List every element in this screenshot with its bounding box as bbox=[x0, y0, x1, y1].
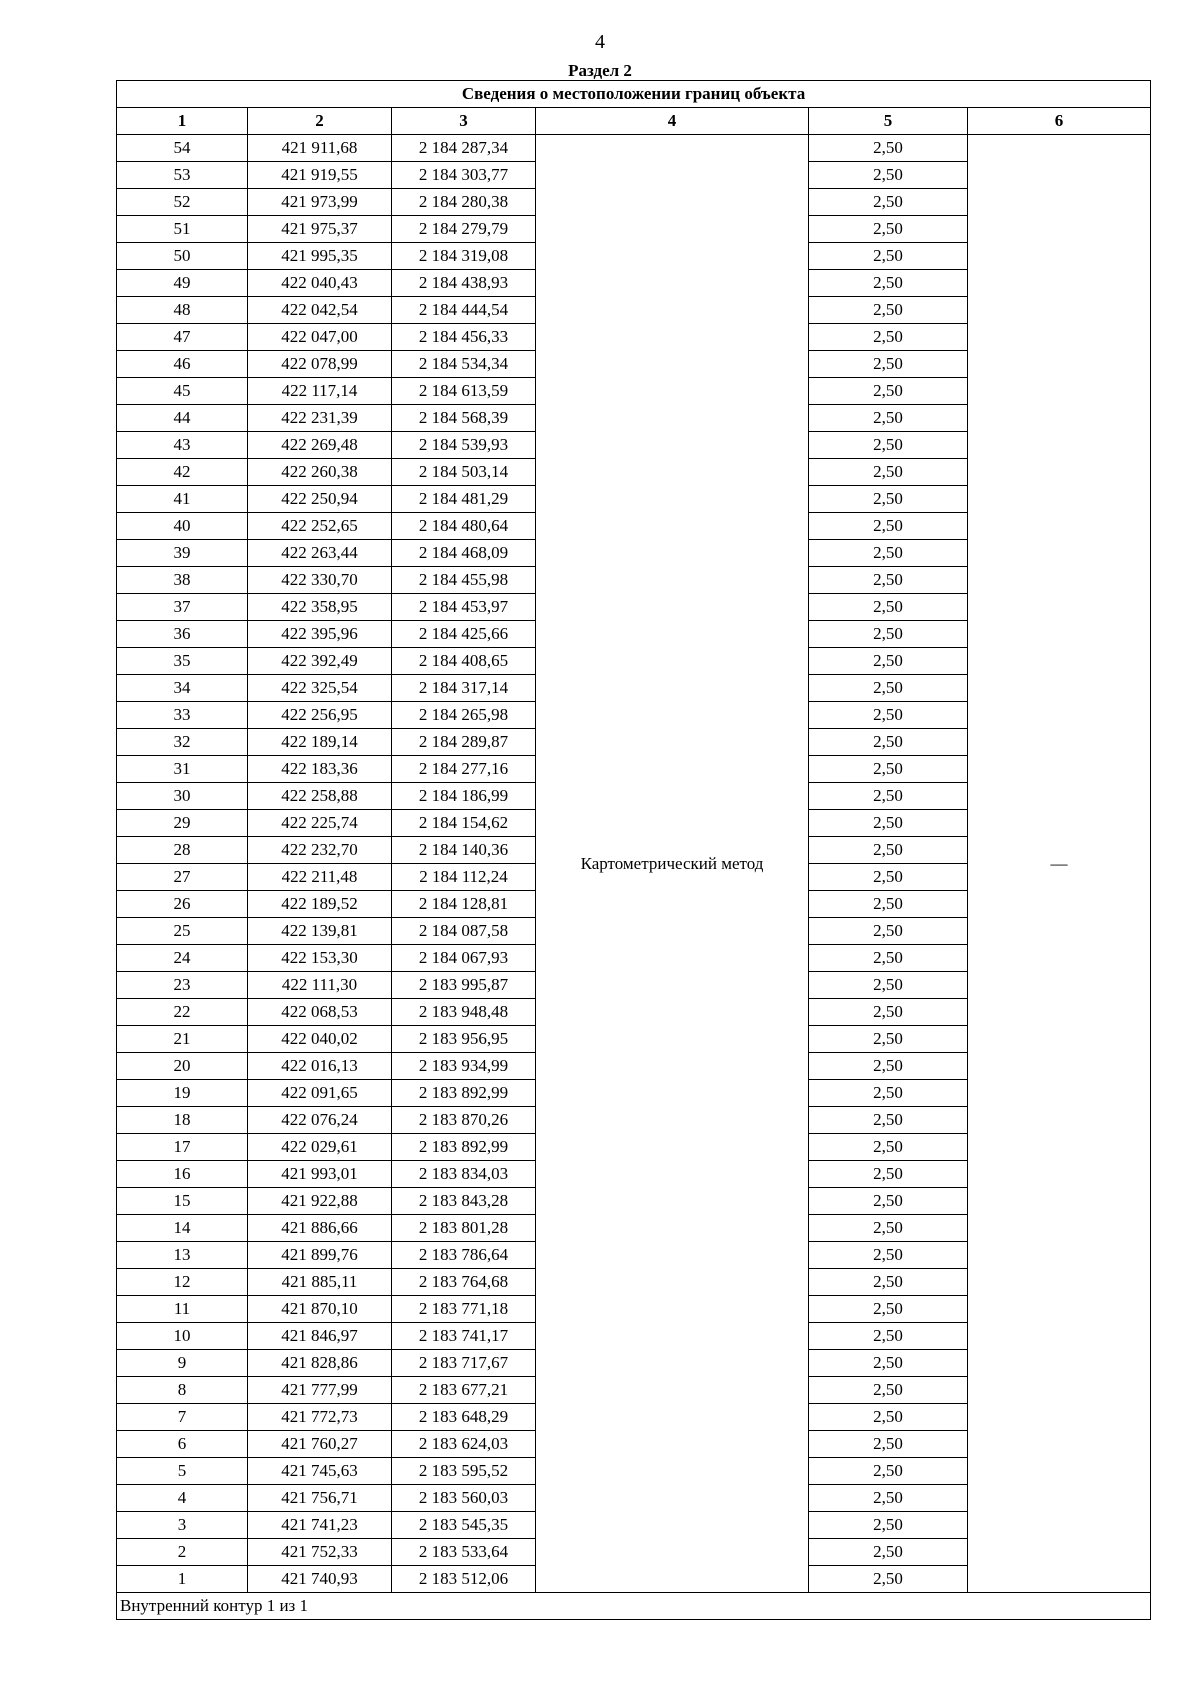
point-number: 43 bbox=[117, 432, 248, 459]
coordinate-x: 421 975,37 bbox=[248, 216, 392, 243]
coordinate-x: 421 740,93 bbox=[248, 1566, 392, 1593]
accuracy-value: 2,50 bbox=[809, 1296, 968, 1323]
point-number: 19 bbox=[117, 1080, 248, 1107]
accuracy-value: 2,50 bbox=[809, 1080, 968, 1107]
coordinate-y: 2 184 613,59 bbox=[392, 378, 536, 405]
accuracy-value: 2,50 bbox=[809, 351, 968, 378]
accuracy-value: 2,50 bbox=[809, 1188, 968, 1215]
coordinate-y: 2 184 425,66 bbox=[392, 621, 536, 648]
coordinate-y: 2 184 317,14 bbox=[392, 675, 536, 702]
coordinate-x: 421 993,01 bbox=[248, 1161, 392, 1188]
accuracy-value: 2,50 bbox=[809, 1053, 968, 1080]
coordinate-y: 2 184 534,34 bbox=[392, 351, 536, 378]
point-number: 7 bbox=[117, 1404, 248, 1431]
accuracy-value: 2,50 bbox=[809, 243, 968, 270]
point-number: 9 bbox=[117, 1350, 248, 1377]
coordinate-x: 422 068,53 bbox=[248, 999, 392, 1026]
point-number: 28 bbox=[117, 837, 248, 864]
coordinate-x: 422 252,65 bbox=[248, 513, 392, 540]
accuracy-value: 2,50 bbox=[809, 891, 968, 918]
accuracy-value: 2,50 bbox=[809, 567, 968, 594]
accuracy-value: 2,50 bbox=[809, 324, 968, 351]
coordinate-y: 2 184 277,16 bbox=[392, 756, 536, 783]
coordinate-x: 422 016,13 bbox=[248, 1053, 392, 1080]
coordinate-y: 2 183 771,18 bbox=[392, 1296, 536, 1323]
coordinate-y: 2 184 112,24 bbox=[392, 864, 536, 891]
coordinate-y: 2 184 140,36 bbox=[392, 837, 536, 864]
coordinate-y: 2 183 533,64 bbox=[392, 1539, 536, 1566]
point-number: 41 bbox=[117, 486, 248, 513]
coordinate-x: 422 225,74 bbox=[248, 810, 392, 837]
coordinate-x: 422 040,02 bbox=[248, 1026, 392, 1053]
coordinate-x: 422 211,48 bbox=[248, 864, 392, 891]
column-header-5: 5 bbox=[809, 108, 968, 135]
coordinate-y: 2 184 468,09 bbox=[392, 540, 536, 567]
accuracy-value: 2,50 bbox=[809, 1215, 968, 1242]
coordinate-x: 421 919,55 bbox=[248, 162, 392, 189]
coordinate-x: 421 885,11 bbox=[248, 1269, 392, 1296]
point-number: 50 bbox=[117, 243, 248, 270]
point-number: 31 bbox=[117, 756, 248, 783]
coordinate-y: 2 183 764,68 bbox=[392, 1269, 536, 1296]
point-number: 6 bbox=[117, 1431, 248, 1458]
coordinate-y: 2 183 512,06 bbox=[392, 1566, 536, 1593]
coordinate-x: 422 232,70 bbox=[248, 837, 392, 864]
coordinate-y: 2 184 438,93 bbox=[392, 270, 536, 297]
point-number: 49 bbox=[117, 270, 248, 297]
point-number: 40 bbox=[117, 513, 248, 540]
coordinate-y: 2 183 624,03 bbox=[392, 1431, 536, 1458]
method-cell: Картометрический метод bbox=[536, 135, 809, 1593]
accuracy-value: 2,50 bbox=[809, 189, 968, 216]
point-number: 44 bbox=[117, 405, 248, 432]
accuracy-value: 2,50 bbox=[809, 648, 968, 675]
accuracy-value: 2,50 bbox=[809, 1350, 968, 1377]
point-number: 35 bbox=[117, 648, 248, 675]
coordinate-y: 2 184 455,98 bbox=[392, 567, 536, 594]
coordinate-y: 2 184 154,62 bbox=[392, 810, 536, 837]
page-number: 4 bbox=[595, 31, 605, 53]
point-number: 29 bbox=[117, 810, 248, 837]
column-header-3: 3 bbox=[392, 108, 536, 135]
coordinate-y: 2 184 539,93 bbox=[392, 432, 536, 459]
coordinate-x: 421 741,23 bbox=[248, 1512, 392, 1539]
coordinate-y: 2 184 319,08 bbox=[392, 243, 536, 270]
point-number: 20 bbox=[117, 1053, 248, 1080]
table-caption: Сведения о местоположении границ объекта bbox=[117, 81, 1151, 108]
coordinate-y: 2 183 741,17 bbox=[392, 1323, 536, 1350]
accuracy-value: 2,50 bbox=[809, 999, 968, 1026]
column-header-4: 4 bbox=[536, 108, 809, 135]
point-number: 13 bbox=[117, 1242, 248, 1269]
accuracy-value: 2,50 bbox=[809, 378, 968, 405]
accuracy-value: 2,50 bbox=[809, 1431, 968, 1458]
accuracy-value: 2,50 bbox=[809, 1539, 968, 1566]
accuracy-value: 2,50 bbox=[809, 621, 968, 648]
coordinate-x: 422 078,99 bbox=[248, 351, 392, 378]
coordinate-y: 2 184 481,29 bbox=[392, 486, 536, 513]
point-number: 39 bbox=[117, 540, 248, 567]
point-number: 1 bbox=[117, 1566, 248, 1593]
coordinate-y: 2 183 995,87 bbox=[392, 972, 536, 999]
coordinate-y: 2 184 279,79 bbox=[392, 216, 536, 243]
accuracy-value: 2,50 bbox=[809, 162, 968, 189]
column-header-1: 1 bbox=[117, 108, 248, 135]
coordinate-y: 2 183 934,99 bbox=[392, 1053, 536, 1080]
coordinate-x: 422 111,30 bbox=[248, 972, 392, 999]
point-number: 32 bbox=[117, 729, 248, 756]
coordinate-y: 2 183 595,52 bbox=[392, 1458, 536, 1485]
coordinate-x: 421 772,73 bbox=[248, 1404, 392, 1431]
accuracy-value: 2,50 bbox=[809, 594, 968, 621]
coordinate-y: 2 183 677,21 bbox=[392, 1377, 536, 1404]
point-number: 24 bbox=[117, 945, 248, 972]
coordinate-x: 422 260,38 bbox=[248, 459, 392, 486]
coordinate-y: 2 184 303,77 bbox=[392, 162, 536, 189]
coordinate-x: 422 029,61 bbox=[248, 1134, 392, 1161]
point-number: 14 bbox=[117, 1215, 248, 1242]
point-number: 42 bbox=[117, 459, 248, 486]
accuracy-value: 2,50 bbox=[809, 432, 968, 459]
coordinate-x: 421 745,63 bbox=[248, 1458, 392, 1485]
coordinate-y: 2 183 717,67 bbox=[392, 1350, 536, 1377]
coordinate-y: 2 184 186,99 bbox=[392, 783, 536, 810]
accuracy-value: 2,50 bbox=[809, 1134, 968, 1161]
coordinate-x: 421 760,27 bbox=[248, 1431, 392, 1458]
column-header-2: 2 bbox=[248, 108, 392, 135]
point-number: 46 bbox=[117, 351, 248, 378]
accuracy-value: 2,50 bbox=[809, 405, 968, 432]
coordinate-x: 422 153,30 bbox=[248, 945, 392, 972]
description-cell: — bbox=[968, 135, 1151, 1593]
accuracy-value: 2,50 bbox=[809, 837, 968, 864]
coordinate-x: 421 756,71 bbox=[248, 1485, 392, 1512]
accuracy-value: 2,50 bbox=[809, 1107, 968, 1134]
column-header-6: 6 bbox=[968, 108, 1151, 135]
coordinate-y: 2 184 128,81 bbox=[392, 891, 536, 918]
coordinate-x: 422 117,14 bbox=[248, 378, 392, 405]
coordinate-y: 2 184 289,87 bbox=[392, 729, 536, 756]
accuracy-value: 2,50 bbox=[809, 918, 968, 945]
point-number: 22 bbox=[117, 999, 248, 1026]
table-footer: Внутренний контур 1 из 1 bbox=[117, 1593, 1151, 1620]
coordinate-x: 422 395,96 bbox=[248, 621, 392, 648]
boundary-coordinates-table bbox=[116, 80, 1151, 1620]
accuracy-value: 2,50 bbox=[809, 1026, 968, 1053]
coordinate-x: 421 777,99 bbox=[248, 1377, 392, 1404]
coordinate-x: 421 870,10 bbox=[248, 1296, 392, 1323]
accuracy-value: 2,50 bbox=[809, 486, 968, 513]
accuracy-value: 2,50 bbox=[809, 540, 968, 567]
coordinate-y: 2 183 545,35 bbox=[392, 1512, 536, 1539]
coordinate-y: 2 184 456,33 bbox=[392, 324, 536, 351]
coordinate-y: 2 184 480,64 bbox=[392, 513, 536, 540]
coordinate-x: 422 392,49 bbox=[248, 648, 392, 675]
coordinate-x: 422 189,14 bbox=[248, 729, 392, 756]
point-number: 16 bbox=[117, 1161, 248, 1188]
point-number: 8 bbox=[117, 1377, 248, 1404]
coordinate-y: 2 183 648,29 bbox=[392, 1404, 536, 1431]
coordinate-x: 422 250,94 bbox=[248, 486, 392, 513]
point-number: 54 bbox=[117, 135, 248, 162]
point-number: 4 bbox=[117, 1485, 248, 1512]
point-number: 17 bbox=[117, 1134, 248, 1161]
coordinate-y: 2 183 870,26 bbox=[392, 1107, 536, 1134]
coordinate-y: 2 183 892,99 bbox=[392, 1134, 536, 1161]
coordinate-x: 422 325,54 bbox=[248, 675, 392, 702]
coordinate-y: 2 183 834,03 bbox=[392, 1161, 536, 1188]
point-number: 10 bbox=[117, 1323, 248, 1350]
coordinate-y: 2 183 843,28 bbox=[392, 1188, 536, 1215]
coordinate-y: 2 184 568,39 bbox=[392, 405, 536, 432]
coordinate-y: 2 183 560,03 bbox=[392, 1485, 536, 1512]
coordinate-x: 421 886,66 bbox=[248, 1215, 392, 1242]
point-number: 5 bbox=[117, 1458, 248, 1485]
coordinate-x: 422 258,88 bbox=[248, 783, 392, 810]
coordinate-y: 2 184 444,54 bbox=[392, 297, 536, 324]
accuracy-value: 2,50 bbox=[809, 1404, 968, 1431]
point-number: 27 bbox=[117, 864, 248, 891]
point-number: 12 bbox=[117, 1269, 248, 1296]
point-number: 51 bbox=[117, 216, 248, 243]
coordinate-y: 2 184 408,65 bbox=[392, 648, 536, 675]
point-number: 2 bbox=[117, 1539, 248, 1566]
point-number: 53 bbox=[117, 162, 248, 189]
coordinate-y: 2 184 067,93 bbox=[392, 945, 536, 972]
point-number: 23 bbox=[117, 972, 248, 999]
accuracy-value: 2,50 bbox=[809, 972, 968, 999]
accuracy-value: 2,50 bbox=[809, 675, 968, 702]
accuracy-value: 2,50 bbox=[809, 1458, 968, 1485]
coordinate-x: 422 256,95 bbox=[248, 702, 392, 729]
section-title: Раздел 2 bbox=[568, 61, 632, 80]
coordinate-y: 2 183 786,64 bbox=[392, 1242, 536, 1269]
coordinate-x: 421 899,76 bbox=[248, 1242, 392, 1269]
point-number: 36 bbox=[117, 621, 248, 648]
accuracy-value: 2,50 bbox=[809, 1323, 968, 1350]
point-number: 30 bbox=[117, 783, 248, 810]
coordinate-x: 422 040,43 bbox=[248, 270, 392, 297]
coordinate-y: 2 183 948,48 bbox=[392, 999, 536, 1026]
coordinate-y: 2 184 453,97 bbox=[392, 594, 536, 621]
coordinate-x: 422 358,95 bbox=[248, 594, 392, 621]
accuracy-value: 2,50 bbox=[809, 945, 968, 972]
accuracy-value: 2,50 bbox=[809, 1242, 968, 1269]
coordinate-x: 421 995,35 bbox=[248, 243, 392, 270]
coordinate-x: 421 973,99 bbox=[248, 189, 392, 216]
coordinate-x: 421 752,33 bbox=[248, 1539, 392, 1566]
point-number: 45 bbox=[117, 378, 248, 405]
point-number: 18 bbox=[117, 1107, 248, 1134]
coordinate-x: 422 330,70 bbox=[248, 567, 392, 594]
coordinate-x: 422 139,81 bbox=[248, 918, 392, 945]
accuracy-value: 2,50 bbox=[809, 1566, 968, 1593]
accuracy-value: 2,50 bbox=[809, 810, 968, 837]
coordinate-y: 2 183 956,95 bbox=[392, 1026, 536, 1053]
accuracy-value: 2,50 bbox=[809, 729, 968, 756]
accuracy-value: 2,50 bbox=[809, 1377, 968, 1404]
coordinate-x: 422 231,39 bbox=[248, 405, 392, 432]
coordinate-x: 422 076,24 bbox=[248, 1107, 392, 1134]
coordinate-x: 422 091,65 bbox=[248, 1080, 392, 1107]
coordinate-x: 422 047,00 bbox=[248, 324, 392, 351]
accuracy-value: 2,50 bbox=[809, 270, 968, 297]
point-number: 33 bbox=[117, 702, 248, 729]
coordinate-y: 2 184 265,98 bbox=[392, 702, 536, 729]
point-number: 11 bbox=[117, 1296, 248, 1323]
table-row bbox=[117, 135, 1151, 162]
coordinate-y: 2 183 801,28 bbox=[392, 1215, 536, 1242]
accuracy-value: 2,50 bbox=[809, 135, 968, 162]
point-number: 48 bbox=[117, 297, 248, 324]
coordinate-x: 421 846,97 bbox=[248, 1323, 392, 1350]
point-number: 3 bbox=[117, 1512, 248, 1539]
accuracy-value: 2,50 bbox=[809, 513, 968, 540]
coordinate-x: 422 269,48 bbox=[248, 432, 392, 459]
accuracy-value: 2,50 bbox=[809, 1161, 968, 1188]
coordinate-x: 421 922,88 bbox=[248, 1188, 392, 1215]
point-number: 47 bbox=[117, 324, 248, 351]
point-number: 25 bbox=[117, 918, 248, 945]
point-number: 15 bbox=[117, 1188, 248, 1215]
coordinate-y: 2 184 287,34 bbox=[392, 135, 536, 162]
coordinate-x: 422 183,36 bbox=[248, 756, 392, 783]
coordinate-x: 422 042,54 bbox=[248, 297, 392, 324]
coordinate-y: 2 183 892,99 bbox=[392, 1080, 536, 1107]
accuracy-value: 2,50 bbox=[809, 216, 968, 243]
coordinate-x: 421 828,86 bbox=[248, 1350, 392, 1377]
coordinate-x: 421 911,68 bbox=[248, 135, 392, 162]
point-number: 26 bbox=[117, 891, 248, 918]
point-number: 38 bbox=[117, 567, 248, 594]
point-number: 37 bbox=[117, 594, 248, 621]
accuracy-value: 2,50 bbox=[809, 1512, 968, 1539]
point-number: 34 bbox=[117, 675, 248, 702]
accuracy-value: 2,50 bbox=[809, 756, 968, 783]
coordinate-x: 422 263,44 bbox=[248, 540, 392, 567]
accuracy-value: 2,50 bbox=[809, 459, 968, 486]
accuracy-value: 2,50 bbox=[809, 1485, 968, 1512]
accuracy-value: 2,50 bbox=[809, 702, 968, 729]
coordinate-y: 2 184 087,58 bbox=[392, 918, 536, 945]
accuracy-value: 2,50 bbox=[809, 783, 968, 810]
point-number: 52 bbox=[117, 189, 248, 216]
accuracy-value: 2,50 bbox=[809, 297, 968, 324]
accuracy-value: 2,50 bbox=[809, 864, 968, 891]
accuracy-value: 2,50 bbox=[809, 1269, 968, 1296]
table-body bbox=[117, 135, 1151, 1593]
coordinate-y: 2 184 280,38 bbox=[392, 189, 536, 216]
point-number: 21 bbox=[117, 1026, 248, 1053]
coordinate-y: 2 184 503,14 bbox=[392, 459, 536, 486]
coordinate-x: 422 189,52 bbox=[248, 891, 392, 918]
